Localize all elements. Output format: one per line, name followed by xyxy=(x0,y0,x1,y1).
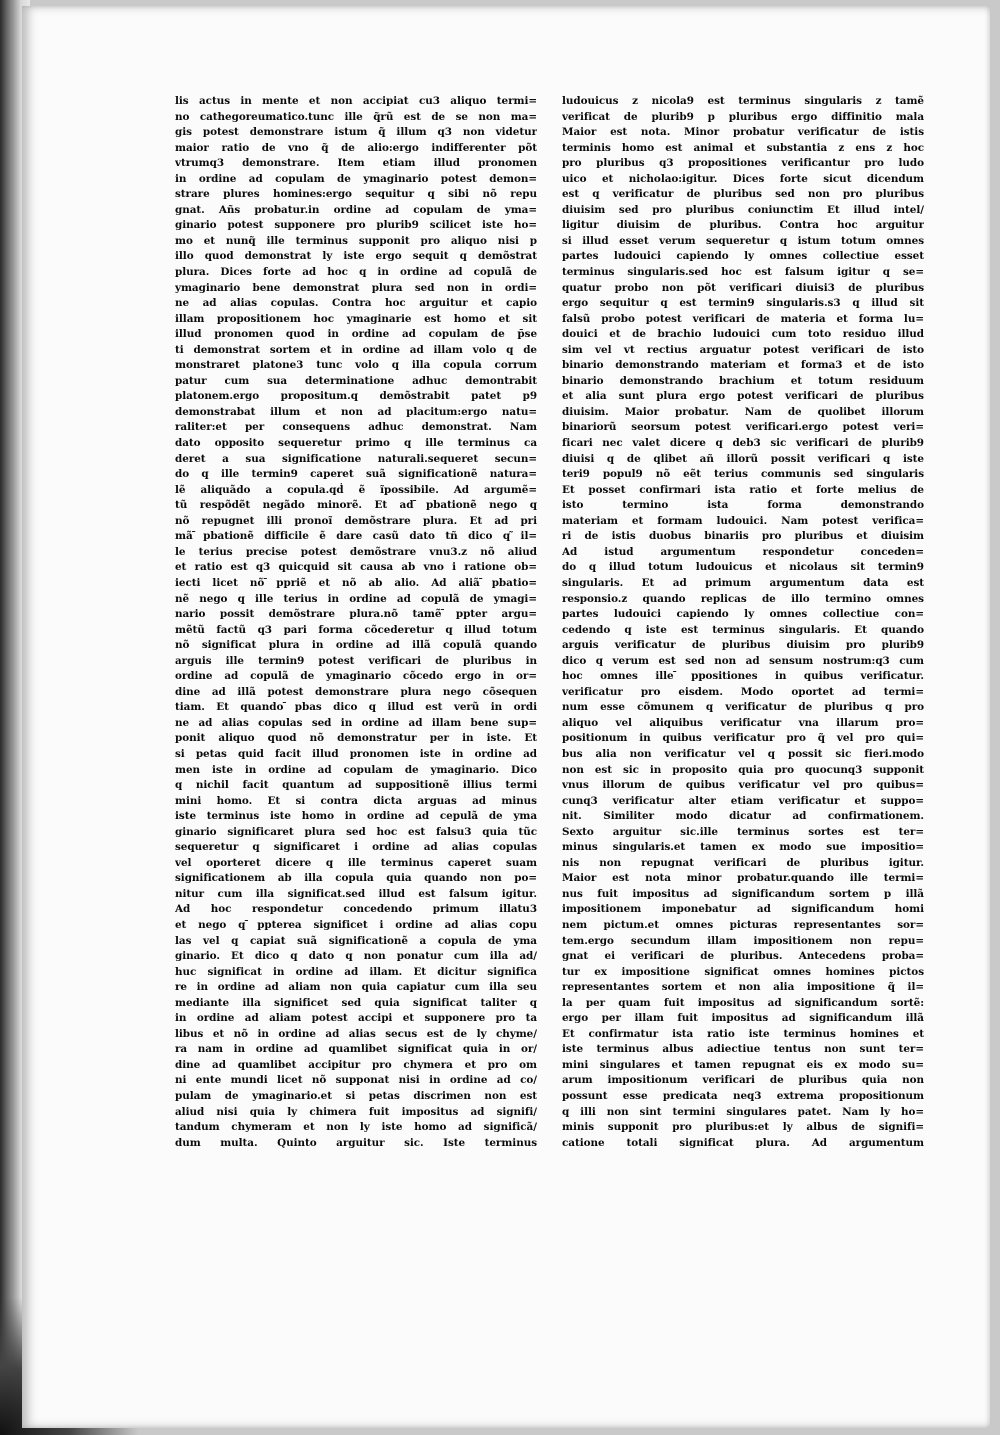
right-column-line: diuisim sed pro pluribus coniunctim Et illud intel/ xyxy=(562,203,924,216)
left-column-line: in ordine ad aliam potest accipi et supponere pro ta xyxy=(175,1012,537,1025)
left-column-line: tandum chymeram et non ly iste homo ad significã/ xyxy=(175,1121,537,1134)
left-column-line: in ordine ad copulam de ymaginario potest demon= xyxy=(175,172,537,185)
right-column-line: terminus singularis.sed hoc est falsum igitur q se= xyxy=(562,266,924,279)
right-column-line: Et confirmatur ista ratio iste terminus homines et xyxy=(562,1027,924,1040)
right-column-line: do q illud totum ludouicus et nicolaus sit termin9 xyxy=(562,561,924,574)
right-column-line: verificat de plurib9 p pluribus ergo diffinitio mala xyxy=(562,110,924,123)
right-column-line: mini singulares et tamen repugnat eis ex modo su= xyxy=(562,1058,924,1071)
right-column-line: ludouicus z nicola9 est terminus singularis z tamẽ xyxy=(562,95,924,107)
right-column-line: diuisi q de qlibet añ illorũ possit verificari q iste xyxy=(562,452,924,465)
right-column-line: ri de istis duobus binariis pro pluribus et diuisim xyxy=(562,530,924,543)
left-column-line: lẽ aliquãdo a copula.qḋ ẽ ĩpossibile. Ad argumẽ= xyxy=(175,483,537,496)
left-column-line: tũ respõdẽt negãdo minorẽ. Et ad ̄pbationẽ nego q xyxy=(175,499,537,512)
left-column-line: nitur cum illa significat.sed illud est falsum igitur. xyxy=(175,887,537,900)
right-column-line: quatur probo non põt verificari diuisi3 de pluribus xyxy=(562,281,924,294)
right-column-line: ergo per illam fuit impositus ad significandum illã xyxy=(562,1012,924,1025)
left-column-line: nõ significat plura in ordine ad illã copulã quando xyxy=(175,639,537,652)
right-column-line: Sexto arguitur sic.ille terminus sortes est ter= xyxy=(562,825,924,838)
left-column-line: sequeretur q significaret i ordine ad alias copulas xyxy=(175,841,537,854)
left-column-line: maior ratio de vno q̃ de alio:ergo indifferenter põt xyxy=(175,141,537,154)
left-column-line: no cathegoreumatico.tunc ille q̃rũ est de se non ma= xyxy=(175,110,537,123)
left-column-line: significationem ab illa copula quia quando non po= xyxy=(175,872,537,885)
left-column-line: gnat. Añs probatur.in ordine ad copulam de yma= xyxy=(175,203,537,216)
left-column-line: las vel q capiat suã significationẽ a copula de yma xyxy=(175,934,537,947)
right-column-line: nit. Similiter modo dicatur ad confirmationem. xyxy=(562,810,924,823)
left-column-line: do q ille termin9 caperet suã significationẽ natura= xyxy=(175,468,537,481)
left-column-line: ti demonstrat sortem et in ordine ad illam volo q de xyxy=(175,343,537,356)
right-column-line: cunq3 verificatur alter etiam verificatur et suppo= xyxy=(562,794,924,807)
left-text-column xyxy=(175,94,537,1151)
left-column-line: mẽtũ factũ q3 pari forma cõcederetur q illud totum xyxy=(175,623,537,636)
left-column-line: ponit aliquo quod nõ demonstratur per in iste. Et xyxy=(175,732,537,745)
left-column-line: mã ̄pbationẽ difficile ẽ dare casũ dato tñ dico q ̃il= xyxy=(175,530,537,543)
left-column-line: illo quod demonstrat ly iste ergo sequit q demõstrat xyxy=(175,250,537,263)
left-column-line: strare plures homines:ergo sequitur q sibi nõ repu xyxy=(175,188,537,201)
left-column-line: vel oporteret dicere q ille terminus caperet suam xyxy=(175,856,537,869)
right-column-line: singularis. Et ad primum argumentum data est xyxy=(562,576,924,589)
right-column-line: minis supponit pro pluribus:et ly albus de signifi= xyxy=(562,1121,924,1134)
left-column-line: ginario. Et dico q dato q non ponatur cum illa ad/ xyxy=(175,950,537,963)
right-column-line: Ad istud argumentum respondetur conceden= xyxy=(562,545,924,558)
left-column-line: illud pronomen quod in ordine ad copulam de p̄se xyxy=(175,328,537,341)
right-text-column xyxy=(562,94,924,1151)
left-column-line: ginario significaret plura sed hoc est falsu3 quia tũc xyxy=(175,825,537,838)
left-column-line: platonem.ergo propositum.q demõstrabit patet p9 xyxy=(175,390,537,403)
left-column-line: dum multa. Quinto arguitur sic. Iste terminus xyxy=(175,1136,537,1149)
right-column-line: arum impositionum verificari de pluribus quia non xyxy=(562,1074,924,1087)
left-column-line: et ratio est q3 quicquid sit causa ab vno i ratione ob= xyxy=(175,561,537,574)
right-column-line: tur ex impositione significat omnes homines pictos xyxy=(562,965,924,978)
right-column-line: gnat ei verificari de pluribus. Antecedens proba= xyxy=(562,950,924,963)
right-column-line: iste terminus albus adiectiue tentus non sunt ter= xyxy=(562,1043,924,1056)
right-column-line: dico q verum est sed non ad sensum nostrum:q3 cum xyxy=(562,654,924,667)
left-column-line: dine ad quamlibet accipitur pro chymera et pro om xyxy=(175,1058,537,1071)
right-column-line: isto termino ista forma demonstrando xyxy=(562,499,924,512)
left-column-line: dine ad illã potest demonstrare plura nego cõsequen xyxy=(175,685,537,698)
left-column-line: nõ repugnet illi pronoĩ demõstrare plura. Et ad pri xyxy=(175,514,537,527)
right-column-line: cedendo q iste est terminus singularis. Et quando xyxy=(562,623,924,636)
left-column-line: ne ad alias copulas sed in ordine ad illam bene sup= xyxy=(175,716,537,729)
left-column-line: ymaginario bene demonstrat plura sed non in ordi= xyxy=(175,281,537,294)
right-column-line: possunt esse predicata neq3 extrema propositionum xyxy=(562,1090,924,1102)
right-column-line: uico et nicholao:igitur. Dices forte sicut dicendum xyxy=(562,172,924,185)
left-column-line: gis potest demonstrare istum q̃ illum q3 non videtur xyxy=(175,126,537,139)
right-column-line: Maior est nota minor probatur.quando ille termi= xyxy=(562,872,924,885)
left-column-line: iecti licet nõ ̄ppriẽ et nõ ab alio. Ad aliã ̄pbatio= xyxy=(175,576,537,589)
right-column-line: materiam et formam ludouici. Nam potest verifica= xyxy=(562,514,924,527)
document-page xyxy=(22,6,990,1428)
right-column-line: Et posset confirmari ista ratio et forte melius de xyxy=(562,483,924,496)
left-column-line: nẽ nego q ille terius in ordine ad copulã de ymagi= xyxy=(175,592,537,605)
left-column-line: mo et nunq̃ ille terminus supponit pro aliquo nisi p xyxy=(175,234,537,247)
left-column-line: plura. Dices forte ad hoc q in ordine ad copulã de xyxy=(175,266,537,279)
right-column-line: positionum in quibus verificatur pro q̃ vel pro qui= xyxy=(562,732,924,745)
left-column-line: Ad hoc respondetur concedendo primum illatu3 xyxy=(175,903,537,916)
right-column-line: partes ludouici capiendo ly omnes collectiue con= xyxy=(562,608,924,621)
right-column-line: nus fuit impositus ad significandum sortem p illã xyxy=(562,887,924,900)
right-column-line: et alia sunt plura ergo potest verificari de pluribus xyxy=(562,390,924,403)
left-column-line: et nego q ̄ppterea significet i ordine ad alias copu xyxy=(175,918,537,931)
right-column-line: est q verificatur de pluribus sed non pro pluribus xyxy=(562,188,924,201)
left-column-line: mediante illa significet sed quia significat taliter q xyxy=(175,996,537,1009)
left-column-line: ginario potest supponere pro plurib9 scilicet iste ho= xyxy=(175,219,537,232)
right-column-line: non est sic in proposito quia pro quocunq3 supponit xyxy=(562,763,924,776)
right-column-line: responsio.z quando replicas de illo termino omnes xyxy=(562,592,924,605)
left-column-line: patur cum sua determinatione adhuc demontrabit xyxy=(175,374,537,387)
right-column-line: si illud esset verum sequeretur q istum totum omnes xyxy=(562,234,924,247)
left-column-line: demonstrabat illum et non ad placitum:ergo natu= xyxy=(175,405,537,418)
left-column-line: aliud nisi quia ly chimera fuit impositus ad signifi/ xyxy=(175,1105,537,1118)
right-column-line: hoc omnes ille ̄ppositiones in quibus verificatur. xyxy=(562,670,924,683)
right-column-line: minus singularis.et tamen ex modo sue impositio= xyxy=(562,841,924,854)
left-column-line: men iste in ordine ad copulam de ymaginario. Dico xyxy=(175,763,537,776)
right-column-line: binario demonstrando materiam et forma3 et de isto xyxy=(562,359,924,372)
left-column-line: raliter:et per consequens adhuc demonstrat. Nam xyxy=(175,421,537,434)
right-column-line: ficari nec valet dicere q deb3 sic verificari de plurib9 xyxy=(562,437,924,450)
right-column-line: nis non repugnat verificari de pluribus igitur. xyxy=(562,856,924,869)
right-column-line: catione totali significat plura. Ad argumentum xyxy=(562,1136,924,1149)
right-column-line: binario demonstrando brachium et totum residuum xyxy=(562,374,924,387)
right-column-line: ligitur diuisim de pluribus. Contra hoc arguitur xyxy=(562,219,924,232)
right-column-line: falsũ probo potest verificari de materia et forma lu= xyxy=(562,312,924,325)
right-column-line: douici et de brachio ludouici cum toto residuo illud xyxy=(562,328,924,341)
right-column-line: vnus illorum de quibus verificatur vel pro quibus= xyxy=(562,779,924,792)
left-column-line: ni ente mundi licet nõ supponat nisi in ordine ad co/ xyxy=(175,1074,537,1087)
right-column-line: bus alia non verificatur vel q possit sic fieri.modo xyxy=(562,747,924,760)
left-column-line: ordine ad copulã de ymaginario cõcedo ergo in or= xyxy=(175,670,537,683)
right-column-line: Maior est nota. Minor probatur verificatur de istis xyxy=(562,126,924,139)
right-column-line: tem.ergo secundum illam impositionem non repu= xyxy=(562,934,924,947)
left-column-line: mini homo. Et si contra dicta arguas ad minus xyxy=(175,794,537,807)
left-column-line: libus et nõ in ordine ad alias secus est de ly chyme/ xyxy=(175,1027,537,1040)
right-column-line: representantes sortem et non alia impositione q̃ il= xyxy=(562,981,924,994)
left-column-line: si petas quid facit illud pronomen iste in ordine ad xyxy=(175,747,537,760)
right-column-line: arguis verificatur de pluribus diuisim pro plurib9 xyxy=(562,639,924,652)
right-column-line: la per quam fuit impositus ad significandum sortẽ: xyxy=(562,996,924,1009)
left-column-line: le terius precise potest demõstrare vnu3.z nõ aliud xyxy=(175,545,537,558)
left-column-line: pulam de ymaginario.et si petas discrimen non est xyxy=(175,1090,537,1102)
left-column-line: illam propositionem hoc ymaginarie est homo et sit xyxy=(175,312,537,325)
left-column-line: deret a sua significatione naturali.sequeret secun= xyxy=(175,452,537,465)
left-column-line: monstraret platone3 tunc volo q illa copula corrum xyxy=(175,359,537,372)
right-column-line: q illi non sint termini singulares patet. Nam ly ho= xyxy=(562,1105,924,1118)
right-column-line: impositionem imponebatur ad significandum homi xyxy=(562,903,924,916)
right-column-line: num esse cõmunem q verificatur de pluribus q pro xyxy=(562,701,924,714)
left-column-line: nario possit demõstrare plura.nõ tamẽ ̄ppter argu= xyxy=(175,608,537,621)
left-column-line: huc significat in ordine ad illam. Et dicitur significa xyxy=(175,965,537,978)
right-column-line: diuisim. Maior probatur. Nam de quolibet illorum xyxy=(562,405,924,418)
left-column-line: q nichil facit quantum ad suppositionẽ illius termi xyxy=(175,779,537,792)
right-column-line: binariorũ seorsum potest verificari.ergo potest veri= xyxy=(562,421,924,434)
right-column-line: teri9 popul9 nõ eẽt terius communis sed singularis xyxy=(562,468,924,481)
left-column-line: ra nam in ordine ad quamlibet significat quia in or/ xyxy=(175,1043,537,1056)
left-column-line: re in ordine ad aliam non quia capiatur cum illa seu xyxy=(175,981,537,994)
left-column-line: arguis ille termin9 potest verificari de pluribus in xyxy=(175,654,537,667)
right-column-line: pro pluribus q3 propositiones verificantur pro ludo xyxy=(562,157,924,170)
left-column-line: lis actus in mente et non accipiat cu3 aliquo termi= xyxy=(175,95,537,107)
left-column-line: tiam. Et quando ̄pbas dico q illud est verũ in ordi xyxy=(175,701,537,714)
right-column-line: sim vel vt rectius arguatur potest verificari de isto xyxy=(562,343,924,356)
left-column-line: dato opposito sequeretur primo q ille terminus ca xyxy=(175,437,537,450)
right-column-line: nem pictum.et omnes picturas representantes sor= xyxy=(562,918,924,931)
right-column-line: aliquo vel aliquibus verificatur vna illarum pro= xyxy=(562,716,924,729)
right-column-line: verificatur pro eisdem. Modo oportet ad termi= xyxy=(562,685,924,698)
left-column-line: vtrumq3 demonstrare. Item etiam illud pronomen xyxy=(175,157,537,170)
left-column-line: ne ad alias copulas. Contra hoc arguitur et capio xyxy=(175,297,537,310)
right-column-line: ergo sequitur q est termin9 singularis.s3 q illud sit xyxy=(562,297,924,310)
right-column-line: terminis homo est animal et substantia z ens z hoc xyxy=(562,141,924,154)
left-column-line: iste terminus iste homo in ordine ad cepulã de yma xyxy=(175,810,537,823)
right-column-line: partes ludouici capiendo ly omnes collectiue esset xyxy=(562,250,924,263)
